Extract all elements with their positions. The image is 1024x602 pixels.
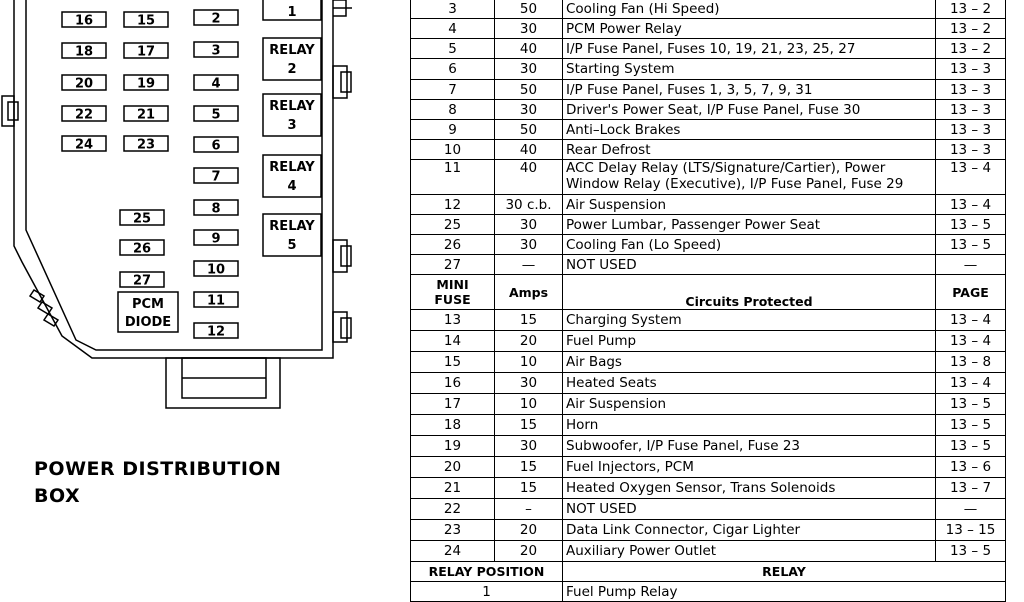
relay-label-line1: RELAY	[269, 219, 315, 234]
fuse-amps: 40	[495, 160, 563, 195]
fuse-12	[194, 323, 238, 340]
fuse-amps: 10	[495, 352, 563, 373]
maxi-fuse-row	[411, 255, 1006, 275]
fuse-8	[194, 200, 238, 217]
fuse-10	[194, 261, 238, 278]
fuse-20	[62, 75, 106, 92]
fuse-label: 16	[74, 13, 94, 29]
fuse-15	[124, 12, 168, 29]
fuse-24	[62, 136, 106, 153]
fuse-label: 21	[136, 107, 156, 123]
fuse-circuit: Horn	[563, 415, 936, 436]
fuse-position: 19	[411, 436, 495, 457]
mini-fuse-header-row	[411, 275, 1006, 310]
fuse-amps: 30	[495, 235, 563, 255]
maxi-fuse-row	[411, 120, 1006, 140]
fuse-label: 4	[211, 76, 221, 92]
relay-header-relay: RELAY	[563, 562, 1006, 582]
fuse-position: 15	[411, 352, 495, 373]
relay-2	[263, 38, 321, 80]
relay-label-line1: 1	[287, 5, 297, 20]
fuse-page: 13 – 5	[936, 436, 1006, 457]
relay-row	[411, 582, 1006, 602]
fuse-26	[120, 240, 164, 257]
fuse-19	[124, 75, 168, 92]
fuse-16	[62, 12, 106, 29]
fuse-position: 18	[411, 415, 495, 436]
fuse-label: 8	[211, 201, 221, 217]
fuse-page: 13 – 6	[936, 457, 1006, 478]
mini-fuse-header-amps: Amps	[495, 275, 563, 310]
fuse-amps: 30	[495, 436, 563, 457]
fuse-position: 24	[411, 541, 495, 562]
fuse-position: 3	[411, 0, 495, 19]
fuse-18	[62, 43, 106, 60]
fuse-circuit: Power Lumbar, Passenger Power Seat	[563, 215, 936, 235]
fuse-25	[120, 210, 164, 227]
fuse-amps: 50	[495, 120, 563, 140]
fuse-page: 13 – 4	[936, 331, 1006, 352]
relay-label-line2: 5	[287, 238, 297, 253]
fuse-label: 9	[211, 231, 221, 247]
maxi-fuse-row	[411, 195, 1006, 215]
fuse-4	[194, 75, 238, 92]
fuse-position: 25	[411, 215, 495, 235]
fuse-page: 13 – 5	[936, 394, 1006, 415]
maxi-fuse-row	[411, 0, 1006, 19]
mini-fuse-row	[411, 541, 1006, 562]
fuse-amps: 15	[495, 478, 563, 499]
fuse-amps: 30	[495, 373, 563, 394]
relay-position: 1	[411, 582, 563, 602]
fuse-position: 9	[411, 120, 495, 140]
fuse-amps: 20	[495, 520, 563, 541]
fuse-page: 13 – 5	[936, 215, 1006, 235]
fuse-amps: 15	[495, 457, 563, 478]
fuse-page: 13 – 4	[936, 310, 1006, 331]
fuse-amps: —	[495, 255, 563, 275]
fuse-page: —	[936, 499, 1006, 520]
relay-4	[263, 155, 321, 197]
maxi-fuse-row	[411, 39, 1006, 59]
fuse-circuit: ACC Delay Relay (LTS/Signature/Cartier), Power Window Relay (Executive), I/P Fuse Panel, Fuse 29	[563, 160, 936, 195]
pcm-diode-line2: DIODE	[124, 315, 172, 330]
mini-fuse-header-circuits: Circuits Protected	[563, 275, 936, 310]
fuse-5	[194, 106, 238, 123]
fuse-page: 13 – 5	[936, 541, 1006, 562]
fuse-circuit: I/P Fuse Panel, Fuses 1, 3, 5, 7, 9, 31	[563, 80, 936, 100]
fuse-label: 27	[132, 273, 152, 289]
fuse-label: 20	[74, 76, 94, 92]
fuse-circuit: Data Link Connector, Cigar Lighter	[563, 520, 936, 541]
fuse-page: 13 – 8	[936, 352, 1006, 373]
fuse-page: 13 – 4	[936, 160, 1006, 195]
fuse-circuit: Air Suspension	[563, 195, 936, 215]
mini-fuse-header-page: PAGE	[936, 275, 1006, 310]
mini-fuse-row	[411, 415, 1006, 436]
box-housing	[2, 0, 352, 408]
fuse-label: 17	[136, 44, 156, 60]
mini-fuse-header-col1: MINI FUSE	[411, 275, 495, 310]
relay-circuit: Fuel Pump Relay	[563, 582, 1006, 602]
maxi-fuse-row	[411, 59, 1006, 80]
fuse-position: 10	[411, 140, 495, 160]
fuse-label: 19	[136, 76, 156, 92]
fuse-page: 13 – 2	[936, 19, 1006, 39]
caption-line2: BOX	[34, 485, 81, 507]
power-distribution-box-diagram	[0, 0, 405, 600]
maxi-fuse-row	[411, 160, 1006, 195]
fuse-11	[194, 292, 238, 309]
fuse-position: 5	[411, 39, 495, 59]
mini-fuse-row	[411, 520, 1006, 541]
fuse-amps: –	[495, 499, 563, 520]
mini-fuse-row	[411, 373, 1006, 394]
fuse-amps: 50	[495, 0, 563, 19]
fuse-amps: 20	[495, 541, 563, 562]
fuse-circuit: NOT USED	[563, 255, 936, 275]
fuse-amps: 30 c.b.	[495, 195, 563, 215]
fuse-page: 13 – 4	[936, 195, 1006, 215]
fuse-label: 22	[74, 107, 94, 123]
maxi-fuse-row	[411, 100, 1006, 120]
fuse-label: 10	[206, 262, 226, 278]
fuse-circuit: Air Suspension	[563, 394, 936, 415]
mini-fuse-row	[411, 394, 1006, 415]
fuse-page: 13 – 3	[936, 80, 1006, 100]
fuse-position: 17	[411, 394, 495, 415]
fuse-amps: 40	[495, 140, 563, 160]
fuse-circuit: Anti–Lock Brakes	[563, 120, 936, 140]
fuse-position: 13	[411, 310, 495, 331]
maxi-fuse-row	[411, 235, 1006, 255]
fuse-position: 4	[411, 19, 495, 39]
fuse-page: 13 – 15	[936, 520, 1006, 541]
fuse-position: 21	[411, 478, 495, 499]
mini-fuse-row	[411, 457, 1006, 478]
fuse-page: 13 – 5	[936, 235, 1006, 255]
fuse-9	[194, 230, 238, 247]
fuse-page: —	[936, 255, 1006, 275]
fuse-21	[124, 106, 168, 123]
mini-fuse-row	[411, 352, 1006, 373]
diagram-caption	[34, 456, 281, 510]
maxi-fuse-row	[411, 215, 1006, 235]
fuse-page: 13 – 3	[936, 100, 1006, 120]
caption-line1: POWER DISTRIBUTION	[34, 458, 282, 480]
fuse-page: 13 – 3	[936, 59, 1006, 80]
fuse-page: 13 – 4	[936, 373, 1006, 394]
fuse-label: 12	[206, 324, 226, 340]
fuse-circuit: Cooling Fan (Lo Speed)	[563, 235, 936, 255]
pcm-diode-line1: PCM	[131, 297, 165, 312]
fuse-amps: 10	[495, 394, 563, 415]
fuse-position: 14	[411, 331, 495, 352]
fuse-circuit: Cooling Fan (Hi Speed)	[563, 0, 936, 19]
fuse-7	[194, 168, 238, 185]
fuse-label: 2	[211, 11, 221, 27]
fuse-amps: 15	[495, 415, 563, 436]
fuse-label: 15	[136, 13, 156, 29]
relay-label-line1: RELAY	[269, 43, 315, 58]
fuse-circuit: Subwoofer, I/P Fuse Panel, Fuse 23	[563, 436, 936, 457]
fuse-label: 3	[211, 43, 221, 59]
fuse-label: 18	[74, 44, 94, 60]
mini-fuse-row	[411, 310, 1006, 331]
fuse-label: 26	[132, 241, 152, 257]
fuse-page: 13 – 3	[936, 120, 1006, 140]
fuse-label: 23	[136, 137, 156, 153]
fuse-amps: 30	[495, 215, 563, 235]
mini-fuse-row	[411, 478, 1006, 499]
fuse-position: 12	[411, 195, 495, 215]
pcm-diode	[118, 292, 178, 332]
mini-fuse-row	[411, 499, 1006, 520]
relay-header-position: RELAY POSITION	[411, 562, 563, 582]
fuse-circuit: NOT USED	[563, 499, 936, 520]
relay-label-line2: 4	[287, 179, 297, 194]
fuse-table	[410, 0, 1006, 602]
fuse-page: 13 – 2	[936, 39, 1006, 59]
maxi-fuse-row	[411, 140, 1006, 160]
fuse-circuit: Rear Defrost	[563, 140, 936, 160]
maxi-fuse-row	[411, 19, 1006, 39]
fuse-circuit: Fuel Pump	[563, 331, 936, 352]
relay-label-line1: RELAY	[269, 160, 315, 175]
fuse-amps: 20	[495, 331, 563, 352]
fuse-circuit: Heated Oxygen Sensor, Trans Solenoids	[563, 478, 936, 499]
relay-label-line2: 3	[287, 118, 297, 133]
fuse-circuit: Starting System	[563, 59, 936, 80]
fuse-amps: 50	[495, 80, 563, 100]
relay-1	[263, 0, 321, 20]
fuse-23	[124, 136, 168, 153]
fuse-label: 5	[211, 107, 221, 123]
fuse-page: 13 – 3	[936, 140, 1006, 160]
mini-fuse-row	[411, 331, 1006, 352]
fuse-circuit: I/P Fuse Panel, Fuses 10, 19, 21, 23, 25, 27	[563, 39, 936, 59]
relay-5	[263, 214, 321, 256]
fuse-label: 6	[211, 138, 221, 154]
maxi-fuse-row	[411, 80, 1006, 100]
fuse-page: 13 – 5	[936, 415, 1006, 436]
fuse-position: 7	[411, 80, 495, 100]
fuse-amps: 40	[495, 39, 563, 59]
fuse-label: 11	[206, 293, 226, 309]
fuse-amps: 15	[495, 310, 563, 331]
fuse-position: 20	[411, 457, 495, 478]
relay-3	[263, 94, 321, 136]
fuse-22	[62, 106, 106, 123]
fuse-amps: 30	[495, 59, 563, 80]
fuse-2	[194, 10, 238, 27]
fuse-amps: 30	[495, 19, 563, 39]
fuse-position: 27	[411, 255, 495, 275]
fuse-circuit: PCM Power Relay	[563, 19, 936, 39]
fuse-17	[124, 43, 168, 60]
fuse-circuit: Heated Seats	[563, 373, 936, 394]
fuse-circuit: Auxiliary Power Outlet	[563, 541, 936, 562]
fuse-circuit: Fuel Injectors, PCM	[563, 457, 936, 478]
fuse-circuit: Driver's Power Seat, I/P Fuse Panel, Fuse 30	[563, 100, 936, 120]
relay-label-line1: RELAY	[269, 99, 315, 114]
fuse-6	[194, 137, 238, 154]
fuse-page: 13 – 7	[936, 478, 1006, 499]
fuse-3	[194, 42, 238, 59]
fuse-label: 24	[74, 137, 94, 153]
mini-fuse-row	[411, 436, 1006, 457]
fuse-position: 6	[411, 59, 495, 80]
fuse-page: 13 – 2	[936, 0, 1006, 19]
fuse-label: 7	[211, 169, 221, 185]
fuse-circuit: Air Bags	[563, 352, 936, 373]
fuse-position: 26	[411, 235, 495, 255]
fuse-position: 16	[411, 373, 495, 394]
fuse-label: 25	[132, 211, 152, 227]
fuse-position: 8	[411, 100, 495, 120]
relay-header-row	[411, 562, 1006, 582]
fuse-amps: 30	[495, 100, 563, 120]
fuse-position: 11	[411, 160, 495, 195]
fuse-position: 23	[411, 520, 495, 541]
fuse-27	[120, 272, 164, 289]
fuse-circuit: Charging System	[563, 310, 936, 331]
fuse-position: 22	[411, 499, 495, 520]
relay-label-line2: 2	[287, 62, 297, 77]
